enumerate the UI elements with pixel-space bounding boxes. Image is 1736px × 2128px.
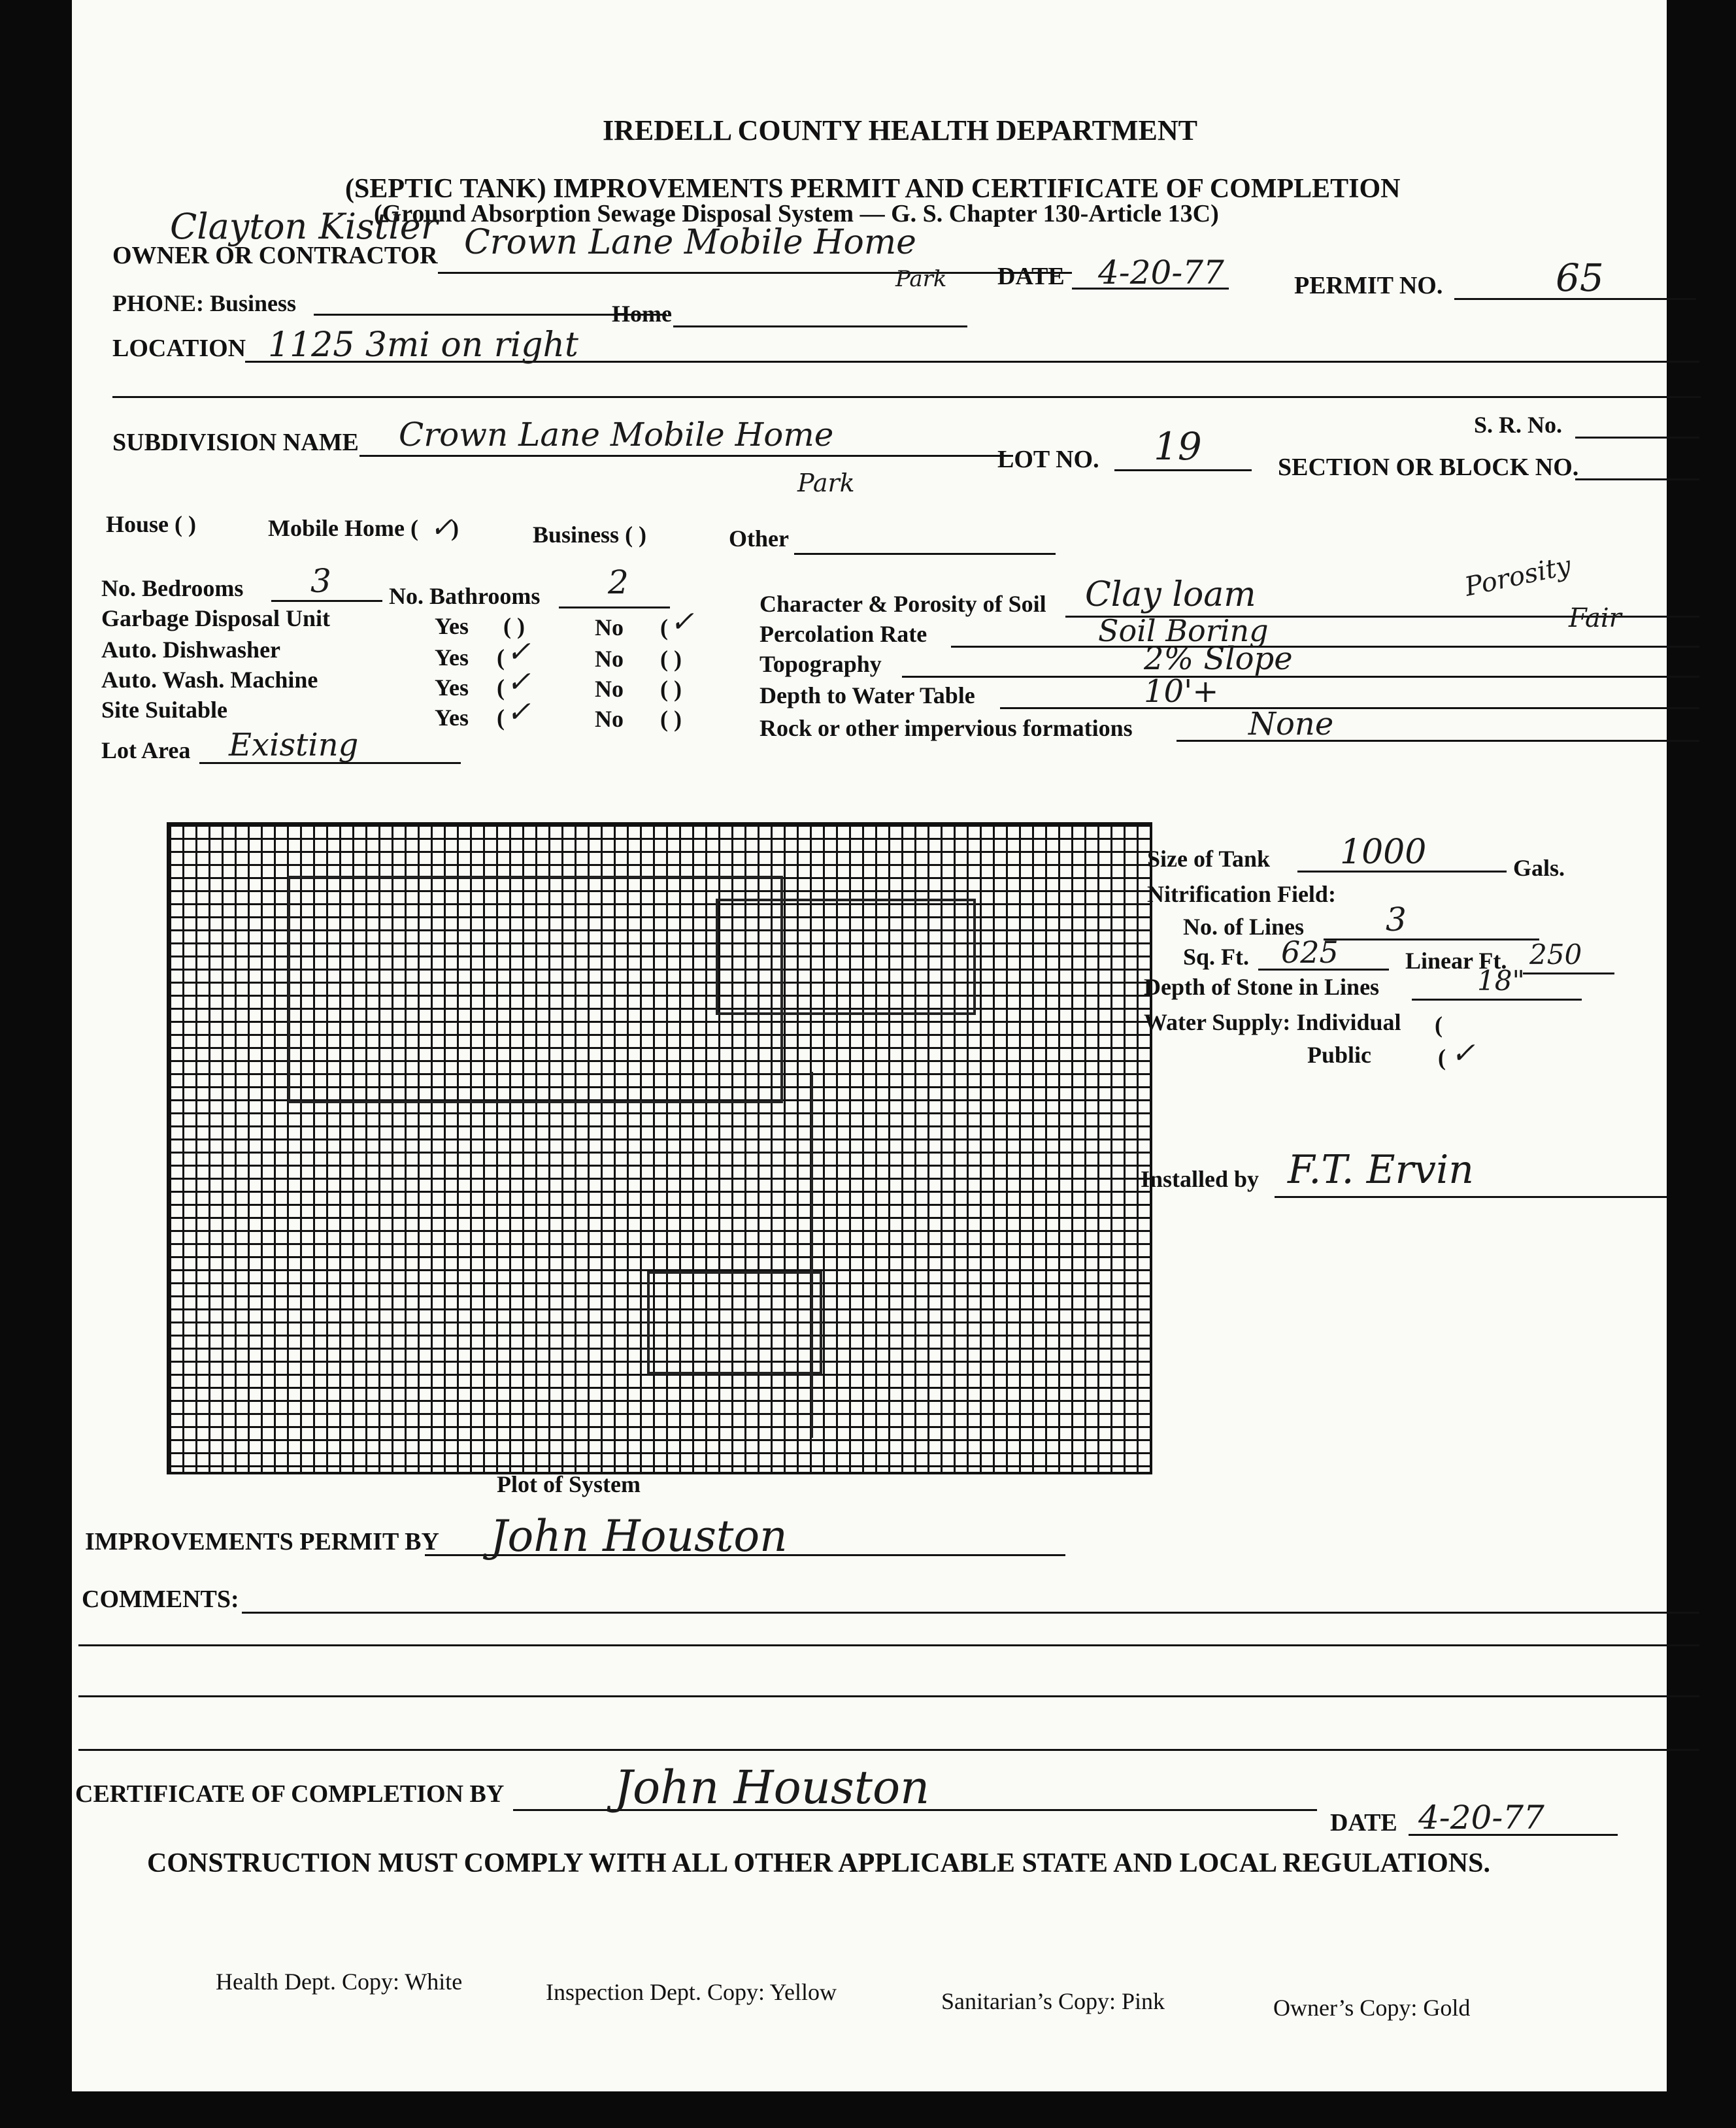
sq-ft-label: Sq. Ft.: [1183, 944, 1250, 970]
site-yes-label: Yes: [435, 705, 469, 731]
comments-line-2[interactable]: [78, 1644, 1699, 1646]
plot-sketch-lot-box: [716, 899, 976, 1015]
mobile-home-paren: ): [451, 515, 459, 541]
stone-depth-label: Depth of Stone in Lines: [1144, 974, 1380, 1000]
lot-no-label: LOT NO.: [997, 446, 1099, 473]
installed-by-value[interactable]: F.T. Ervin: [1288, 1147, 1474, 1193]
installed-by-label: Installed by: [1141, 1166, 1260, 1192]
dishwasher-yes-check: ✓: [507, 635, 531, 669]
phone-business-label: PHONE: Business: [112, 290, 297, 316]
percolation-label: Percolation Rate: [760, 621, 927, 647]
bathrooms-value[interactable]: 2: [608, 563, 629, 601]
wash-no-label: No: [595, 676, 624, 702]
stone-depth-value[interactable]: 18": [1477, 965, 1525, 997]
garbage-no-check: ✓: [670, 605, 694, 639]
phone-home-line: [673, 325, 967, 327]
site-no-label: No: [595, 706, 624, 732]
water-table-label: Depth to Water Table: [760, 682, 975, 708]
no-lines-value[interactable]: 3: [1386, 901, 1407, 939]
permit-no-label: PERMIT NO.: [1294, 272, 1443, 299]
garbage-label: Garbage Disposal Unit: [101, 605, 331, 631]
soil-porosity-value: Fair: [1569, 603, 1622, 633]
permit-by-label: IMPROVEMENTS PERMIT BY: [85, 1528, 439, 1555]
garbage-yes-label: Yes: [435, 613, 469, 639]
owner-line: [438, 272, 1072, 274]
water-table-line: [1000, 707, 1699, 709]
subdivision-label: SUBDIVISION NAME: [112, 429, 359, 456]
bedrooms-line: [271, 600, 382, 602]
copy-health-dept: Health Dept. Copy: White: [216, 1969, 463, 1995]
sq-ft-value[interactable]: 625: [1281, 935, 1339, 970]
dishwasher-label: Auto. Dishwasher: [101, 637, 281, 663]
location-value[interactable]: 1125 3mi on right: [268, 325, 578, 365]
dishwasher-yes-label: Yes: [435, 644, 469, 671]
date-value[interactable]: 4-20-77: [1098, 254, 1224, 291]
water-supply-label: Water Supply: Individual: [1144, 1009, 1401, 1035]
comments-line-1[interactable]: [242, 1612, 1699, 1614]
owner-value[interactable]: Crown Lane Mobile Home: [464, 223, 916, 262]
site-no-box[interactable]: ( ): [660, 706, 682, 732]
bathrooms-line: [559, 607, 670, 608]
house-option[interactable]: House ( ): [106, 511, 196, 537]
location-line-2: [112, 396, 1701, 398]
sr-no-label: S. R. No.: [1474, 412, 1563, 438]
dishwasher-yes-box[interactable]: (: [497, 644, 505, 671]
plot-sketch-tank-box: [647, 1271, 822, 1374]
percolation-value[interactable]: Soil Boring: [1098, 613, 1269, 648]
garbage-yes-box[interactable]: ( ): [503, 613, 525, 639]
plot-caption: Plot of System: [497, 1471, 641, 1497]
permit-form-sheet: [72, 0, 1667, 2091]
plot-sketch-house-outline: [288, 876, 783, 1103]
rock-value[interactable]: None: [1248, 706, 1334, 742]
business-option[interactable]: Business ( ): [533, 522, 647, 548]
installed-by-line: [1275, 1196, 1667, 1198]
certificate-date-label: DATE: [1330, 1809, 1397, 1837]
form-title: (SEPTIC TANK) IMPROVEMENTS PERMIT AND CERTIFICATE OF COMPLETION: [345, 174, 1401, 204]
topography-label: Topography: [760, 651, 882, 677]
location-label: LOCATION: [112, 335, 246, 362]
permit-no-value[interactable]: 65: [1556, 256, 1604, 300]
compliance-notice: CONSTRUCTION MUST COMPLY WITH ALL OTHER APPLICABLE STATE AND LOCAL REGULATIONS.: [147, 1848, 1490, 1878]
sr-no-line: [1575, 437, 1699, 439]
section-label: SECTION OR BLOCK NO.: [1278, 454, 1579, 481]
handwritten-name-above: Clayton Kistler: [170, 206, 438, 247]
copy-inspection-dept: Inspection Dept. Copy: Yellow: [546, 1979, 837, 2005]
other-label: Other: [729, 525, 789, 552]
soil-label: Character & Porosity of Soil: [760, 591, 1046, 617]
lot-no-value[interactable]: 19: [1154, 424, 1202, 469]
mobile-home-label[interactable]: Mobile Home (: [268, 515, 418, 541]
form-subtitle: (Ground Absorption Sewage Disposal System — G. S. Chapter 130-Article 13C): [374, 200, 1219, 227]
certificate-date-value[interactable]: 4-20-77: [1418, 1799, 1544, 1837]
site-suitable-label: Site Suitable: [101, 697, 228, 723]
soil-porosity-note: Porosity: [1462, 550, 1574, 603]
comments-line-4[interactable]: [78, 1749, 1699, 1751]
topography-line: [902, 676, 1699, 678]
no-lines-label: No. of Lines: [1183, 914, 1305, 940]
bedrooms-label: No. Bedrooms: [101, 575, 244, 601]
subdivision-value-extra: Park: [797, 469, 855, 497]
rock-label: Rock or other impervious formations: [760, 715, 1133, 741]
individual-box[interactable]: (: [1435, 1012, 1443, 1038]
date-label: DATE: [997, 263, 1065, 290]
public-box[interactable]: (: [1438, 1044, 1446, 1071]
dishwasher-no-box[interactable]: ( ): [660, 646, 682, 672]
mobile-home-check: ✓: [430, 511, 454, 543]
water-table-value[interactable]: 10'+: [1144, 673, 1219, 710]
certificate-signature: John Houston: [614, 1761, 930, 1814]
department-heading: IREDELL COUNTY HEALTH DEPARTMENT: [603, 114, 1197, 146]
garbage-no-label: No: [595, 614, 624, 640]
certificate-by-label: CERTIFICATE OF COMPLETION BY: [75, 1780, 505, 1808]
comments-line-3[interactable]: [78, 1695, 1699, 1697]
site-yes-check: ✓: [507, 695, 531, 729]
plot-sketch-line: [810, 1072, 816, 1438]
garbage-no-box[interactable]: (: [660, 614, 668, 640]
copy-owner: Owner’s Copy: Gold: [1273, 1995, 1471, 2021]
tank-size-value[interactable]: 1000: [1340, 833, 1427, 872]
section-line: [1575, 478, 1699, 480]
wash-yes-check: ✓: [507, 665, 531, 699]
linear-ft-line: [1523, 973, 1614, 974]
phone-home-label: Home: [612, 301, 672, 327]
bathrooms-label: No. Bathrooms: [389, 583, 541, 609]
owner-value-extra: Park: [895, 266, 947, 292]
lot-no-line: [1114, 469, 1252, 471]
bedrooms-value[interactable]: 3: [310, 562, 331, 600]
subdivision-line: [359, 455, 1013, 457]
wash-no-box[interactable]: ( ): [660, 676, 682, 702]
percolation-line: [951, 646, 1699, 648]
public-check: ✓: [1451, 1037, 1475, 1070]
subdivision-value[interactable]: Crown Lane Mobile Home: [399, 416, 834, 454]
site-yes-box[interactable]: (: [497, 705, 505, 731]
tank-size-label: Size of Tank: [1147, 846, 1271, 872]
public-label: Public: [1307, 1042, 1372, 1068]
dishwasher-no-label: No: [595, 646, 624, 672]
linear-ft-value[interactable]: 250: [1529, 939, 1582, 971]
other-line: [794, 553, 1056, 555]
wash-yes-box[interactable]: (: [497, 674, 505, 701]
stone-depth-line: [1412, 999, 1582, 1001]
lot-area-label: Lot Area: [101, 737, 191, 763]
comments-label: COMMENTS:: [82, 1586, 239, 1613]
permit-by-signature: John Houston: [490, 1511, 788, 1561]
gals-label: Gals.: [1513, 855, 1565, 881]
wash-yes-label: Yes: [435, 674, 469, 701]
owner-label: OWNER OR CONTRACTOR: [112, 242, 438, 269]
linear-ft-label: Linear Ft.: [1405, 948, 1507, 974]
soil-value[interactable]: Clay loam: [1085, 575, 1256, 614]
wash-machine-label: Auto. Wash. Machine: [101, 667, 318, 693]
no-lines-line: [1324, 939, 1539, 940]
copy-sanitarian: Sanitarian’s Copy: Pink: [941, 1988, 1165, 2014]
nitrification-label: Nitrification Field:: [1147, 881, 1336, 907]
lot-area-value[interactable]: Existing: [229, 727, 359, 763]
topography-value[interactable]: 2% Slope: [1144, 640, 1293, 677]
